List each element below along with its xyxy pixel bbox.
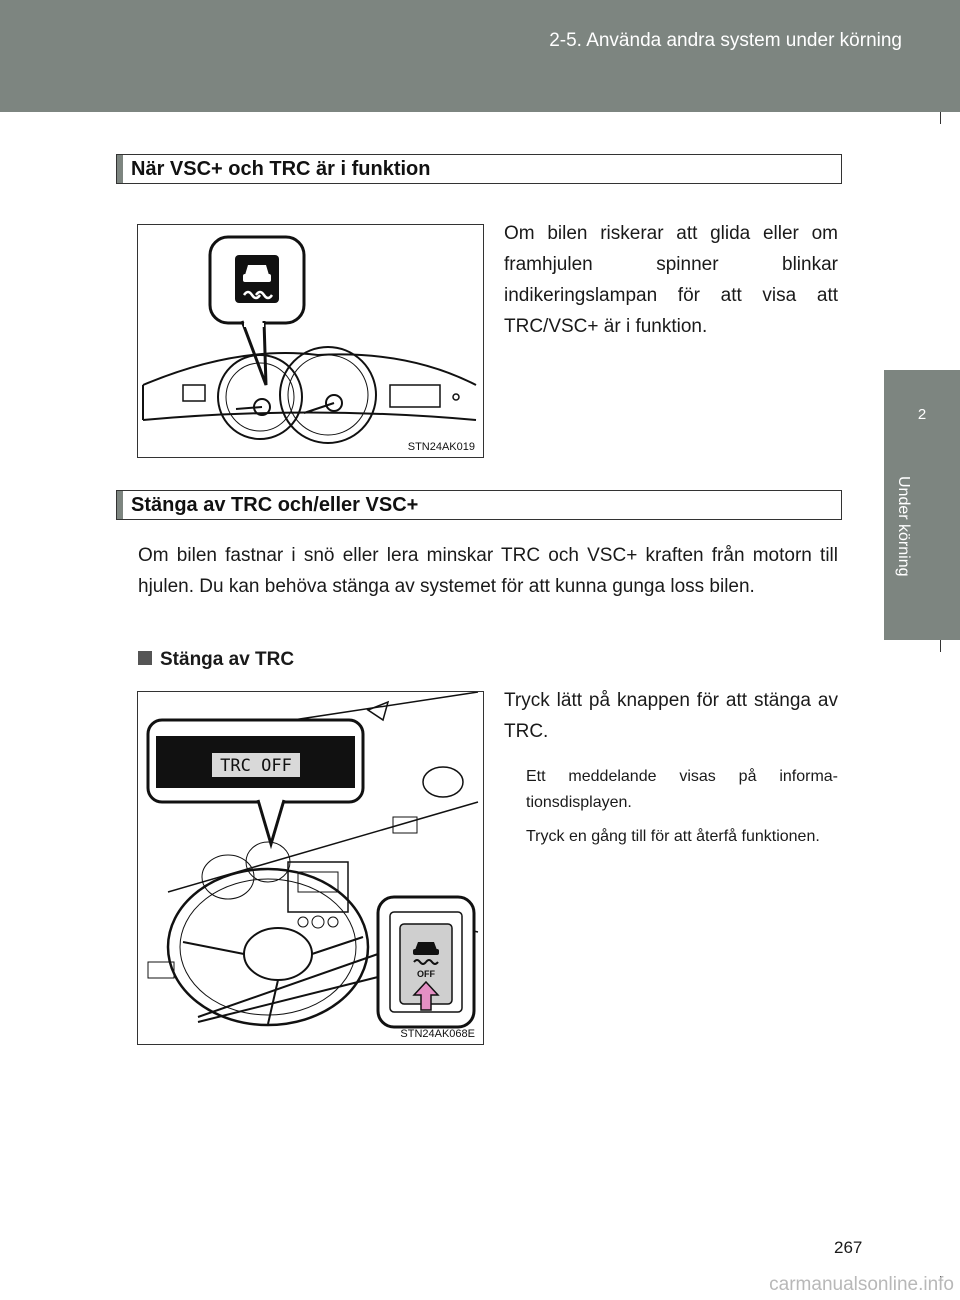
note-press-again: Tryck en gång till för att återfå funktionen.	[526, 828, 820, 845]
section-heading-text: När VSC+ och TRC är i funktion	[131, 158, 431, 180]
section-heading-vsc-trc-active	[116, 154, 842, 184]
section-header: 2-5. Använda andra system under körning	[549, 30, 902, 51]
crop-mark	[940, 640, 941, 652]
chapter-title: Under körning	[895, 476, 912, 577]
instrument-cluster-illustration	[138, 225, 482, 456]
watermark-text: carmanualsonline.info	[769, 1274, 954, 1295]
section-heading-text: Stänga av TRC och/eller VSC+	[131, 494, 419, 516]
off-button-label: OFF	[417, 969, 435, 979]
crop-mark	[940, 112, 941, 124]
figure-code: STN24AK019	[407, 441, 475, 453]
section-heading-disable-trc-vsc	[116, 490, 842, 520]
section2-intro-paragraph: Om bilen fastnar i snö eller lera minskar TRC och VSC+ kraften från motorn till hjulen. Du kan behöva stänga av systemet för att kunna gunga loss bilen.	[138, 545, 838, 597]
page-number: 267	[834, 1238, 863, 1257]
subheading-text: Stänga av TRC	[160, 649, 295, 670]
trc-off-button-figure	[137, 691, 484, 1045]
chapter-number: 2	[917, 406, 927, 423]
square-bullet-icon	[138, 651, 152, 665]
header-band	[0, 0, 960, 112]
note-message-display: Ett meddelande visas på informa-tionsdisplayen.	[526, 768, 838, 811]
chapter-tab-gap	[884, 112, 960, 370]
instrument-cluster-figure	[137, 224, 484, 458]
section1-paragraph: Om bilen riskerar att glida eller om framhjulen spinner blinkar indikeringslampan för att visa att TRC/VSC+ är i funktion.	[504, 223, 838, 337]
chapter-tab-gap-lower	[884, 640, 960, 1300]
figure-code: STN24AK068E	[400, 1028, 475, 1040]
trc-off-display-text: TRC OFF	[220, 756, 292, 776]
dashboard-illustration	[138, 692, 482, 1043]
subheading-disable-trc	[138, 649, 294, 671]
instruction-paragraph: Tryck lätt på knappen för att stänga av TRC.	[504, 690, 838, 742]
